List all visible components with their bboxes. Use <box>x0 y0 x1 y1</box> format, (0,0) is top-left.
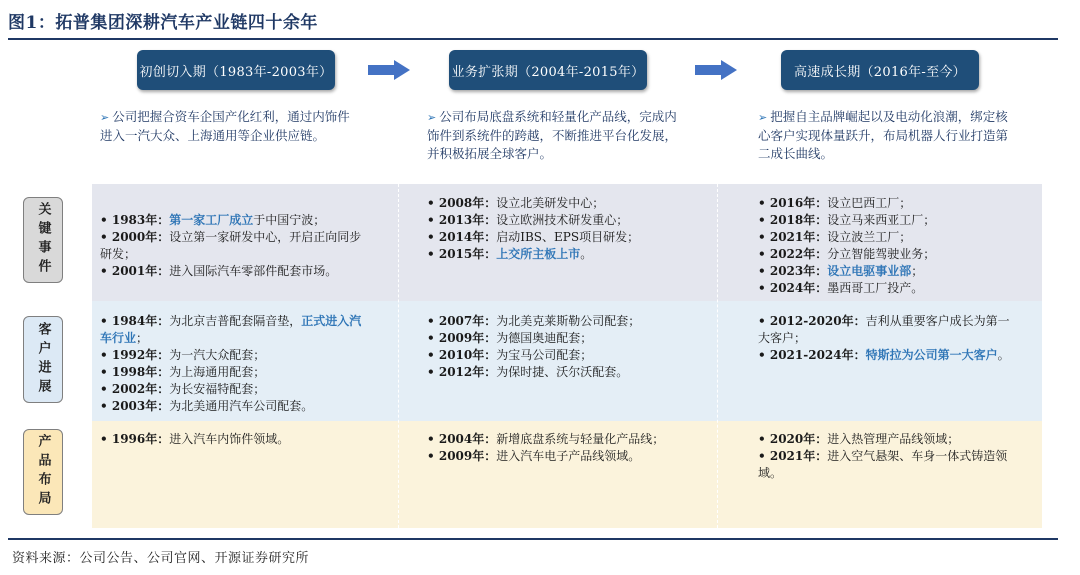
row-label-product-layout: 产品布局 <box>23 429 63 515</box>
item-text: 为长安福特配套； <box>169 382 266 396</box>
item-text: 设立波兰工厂； <box>827 230 912 244</box>
item-year: • 2002年： <box>100 382 170 396</box>
arrow-right-icon <box>695 60 737 80</box>
row-label-key-events: 关键事件 <box>23 197 63 283</box>
timeline-item <box>758 313 1020 347</box>
timeline-item <box>100 364 368 381</box>
item-text: 。 <box>997 348 1010 362</box>
timeline-item <box>758 263 1020 280</box>
timeline-item <box>427 330 689 347</box>
item-year: • 2008年： <box>427 196 497 210</box>
source-note: 资料来源：公司公告、公司官网、开源证券研究所 <box>12 551 310 566</box>
item-year: • 2022年： <box>758 247 828 261</box>
timeline-item <box>427 313 689 330</box>
timeline-item <box>758 431 1020 448</box>
item-year: • 2014年： <box>427 230 497 244</box>
row-label-customer-progress: 客户进展 <box>23 316 63 403</box>
item-text: 为保时捷、沃尔沃配套。 <box>496 365 629 379</box>
item-year: • 1984年： <box>100 314 170 328</box>
item-text: 设立第一家研发中心，开启正向同步研发； <box>100 230 362 261</box>
summary-text: 把握自主品牌崛起以及电动化浪潮，绑定核心客户实现体量跃升，布局机器人行业打造第二成长曲线。 <box>758 109 1009 161</box>
timeline-item <box>100 313 368 347</box>
item-text: 进入国际汽车零部件配套市场。 <box>169 264 338 278</box>
item-year: • 2009年： <box>427 449 497 463</box>
item-year: • 2018年： <box>758 213 828 227</box>
item-text: 。 <box>580 247 593 261</box>
item-text: 设立巴西工厂； <box>827 196 912 210</box>
item-year: • 2016年： <box>758 196 828 210</box>
products-col3 <box>758 431 1020 482</box>
item-text: ； <box>911 264 924 278</box>
timeline-item <box>758 280 1020 297</box>
item-year: • 2015年： <box>427 247 497 261</box>
timeline-item <box>758 212 1020 229</box>
timeline-item <box>100 431 368 448</box>
item-year: • 1983年： <box>100 213 170 227</box>
figure-title: 图1：拓普集团深耕汽车产业链四十余年 <box>8 13 318 33</box>
item-year: • 2000年： <box>100 230 170 244</box>
products-col2 <box>427 431 689 465</box>
timeline-item <box>758 347 1020 364</box>
item-year: • 2010年： <box>427 348 497 362</box>
triangle-bullet-icon: ➢ <box>100 111 110 124</box>
item-text: 进入空气悬架、车身一体式铸造领域。 <box>758 449 1008 480</box>
item-text: 启动IBS、EPS项目研发； <box>496 230 640 244</box>
arrow-right-icon <box>368 60 410 80</box>
phase-expansion: 业务扩张期（2004年-2015年） <box>449 50 647 90</box>
summary-text: 公司布局底盘系统和轻量化产品线，完成内饰件到系统件的跨越，不断推进平台化发展，并积极拓展全球客户。 <box>427 109 678 161</box>
timeline-item <box>100 398 368 415</box>
item-year: • 2013年： <box>427 213 497 227</box>
triangle-bullet-icon: ➢ <box>427 111 437 124</box>
triangle-bullet-icon: ➢ <box>758 111 768 124</box>
summary-growth <box>758 108 1020 163</box>
timeline-item <box>100 212 368 229</box>
events-col1 <box>100 212 368 280</box>
item-year: • 2012-2020年： <box>758 314 866 328</box>
timeline-item <box>427 212 689 229</box>
item-highlight: 上交所主板上市 <box>496 247 581 261</box>
item-year: • 1992年： <box>100 348 170 362</box>
summary-expansion <box>427 108 689 163</box>
summary-text: 公司把握合资车企国产化红利，通过内饰件进入一汽大众、上海通用等企业供应链。 <box>100 109 350 143</box>
item-text: 设立欧洲技术研发重心； <box>496 213 629 227</box>
item-text: 为北美通用汽车公司配套。 <box>169 399 314 413</box>
item-year: • 2021-2024年： <box>758 348 866 362</box>
item-text: 为一汽大众配套； <box>169 348 266 362</box>
item-year: • 2007年： <box>427 314 497 328</box>
item-text: 新增底盘系统与轻量化产品线； <box>496 432 665 446</box>
item-text: ； <box>136 331 149 345</box>
item-text: 进入汽车电子产品线领域。 <box>496 449 641 463</box>
item-text: 为上海通用配套； <box>169 365 266 379</box>
timeline-item <box>758 448 1020 482</box>
timeline-item <box>758 229 1020 246</box>
bottom-rule <box>8 538 1058 540</box>
timeline-item <box>427 364 689 381</box>
item-year: • 2020年： <box>758 432 828 446</box>
item-highlight: 特斯拉为公司第一大客户 <box>865 348 998 362</box>
column-divider <box>398 184 399 528</box>
item-text: 为德国奥迪配套； <box>496 331 593 345</box>
events-col3 <box>758 195 1020 297</box>
item-text: 于中国宁波； <box>253 213 326 227</box>
timeline-item <box>427 448 689 465</box>
timeline-item <box>100 347 368 364</box>
timeline-item <box>758 246 1020 263</box>
timeline-item <box>758 195 1020 212</box>
timeline-item <box>100 229 368 263</box>
customers-col3 <box>758 313 1020 364</box>
item-highlight: 设立电驱事业部 <box>827 264 912 278</box>
item-text: 分立智能驾驶业务； <box>827 247 936 261</box>
timeline-item <box>427 195 689 212</box>
item-text: 进入汽车内饰件领域。 <box>169 432 290 446</box>
events-col2 <box>427 195 689 263</box>
item-year: • 2003年： <box>100 399 170 413</box>
item-year: • 2021年： <box>758 449 828 463</box>
item-year: • 2024年： <box>758 281 828 295</box>
item-text: 吉利从重要客户成长为第一大客户； <box>758 314 1010 345</box>
item-text: 为宝马公司配套； <box>496 348 593 362</box>
timeline-item <box>100 381 368 398</box>
item-text: 设立马来西亚工厂； <box>827 213 936 227</box>
item-text: 进入热管理产品线领域； <box>827 432 960 446</box>
item-year: • 1996年： <box>100 432 170 446</box>
customers-col1 <box>100 313 368 415</box>
timeline-item <box>427 347 689 364</box>
item-year: • 2012年： <box>427 365 497 379</box>
item-highlight: 第一家工厂成立 <box>169 213 254 227</box>
top-rule <box>8 38 1058 40</box>
item-highlight: 正式进入汽车行业 <box>100 314 362 345</box>
timeline-item <box>427 431 689 448</box>
timeline-item <box>100 263 368 280</box>
item-text: 设立北美研发中心； <box>496 196 605 210</box>
item-year: • 2009年： <box>427 331 497 345</box>
summary-startup <box>100 108 362 145</box>
customers-col2 <box>427 313 689 381</box>
item-year: • 1998年： <box>100 365 170 379</box>
item-text: 为北京吉普配套隔音垫， <box>169 314 302 328</box>
item-text: 为北美克莱斯勒公司配套； <box>496 314 641 328</box>
phase-growth: 高速成长期（2016年-至今） <box>781 50 979 90</box>
timeline-item <box>427 246 689 263</box>
column-divider <box>717 184 718 528</box>
item-year: • 2021年： <box>758 230 828 244</box>
timeline-item <box>427 229 689 246</box>
item-year: • 2023年： <box>758 264 828 278</box>
phase-startup: 初创切入期（1983年-2003年） <box>137 50 335 90</box>
item-year: • 2004年： <box>427 432 497 446</box>
item-year: • 2001年： <box>100 264 170 278</box>
products-col1 <box>100 431 368 448</box>
item-text: 墨西哥工厂投产。 <box>827 281 924 295</box>
